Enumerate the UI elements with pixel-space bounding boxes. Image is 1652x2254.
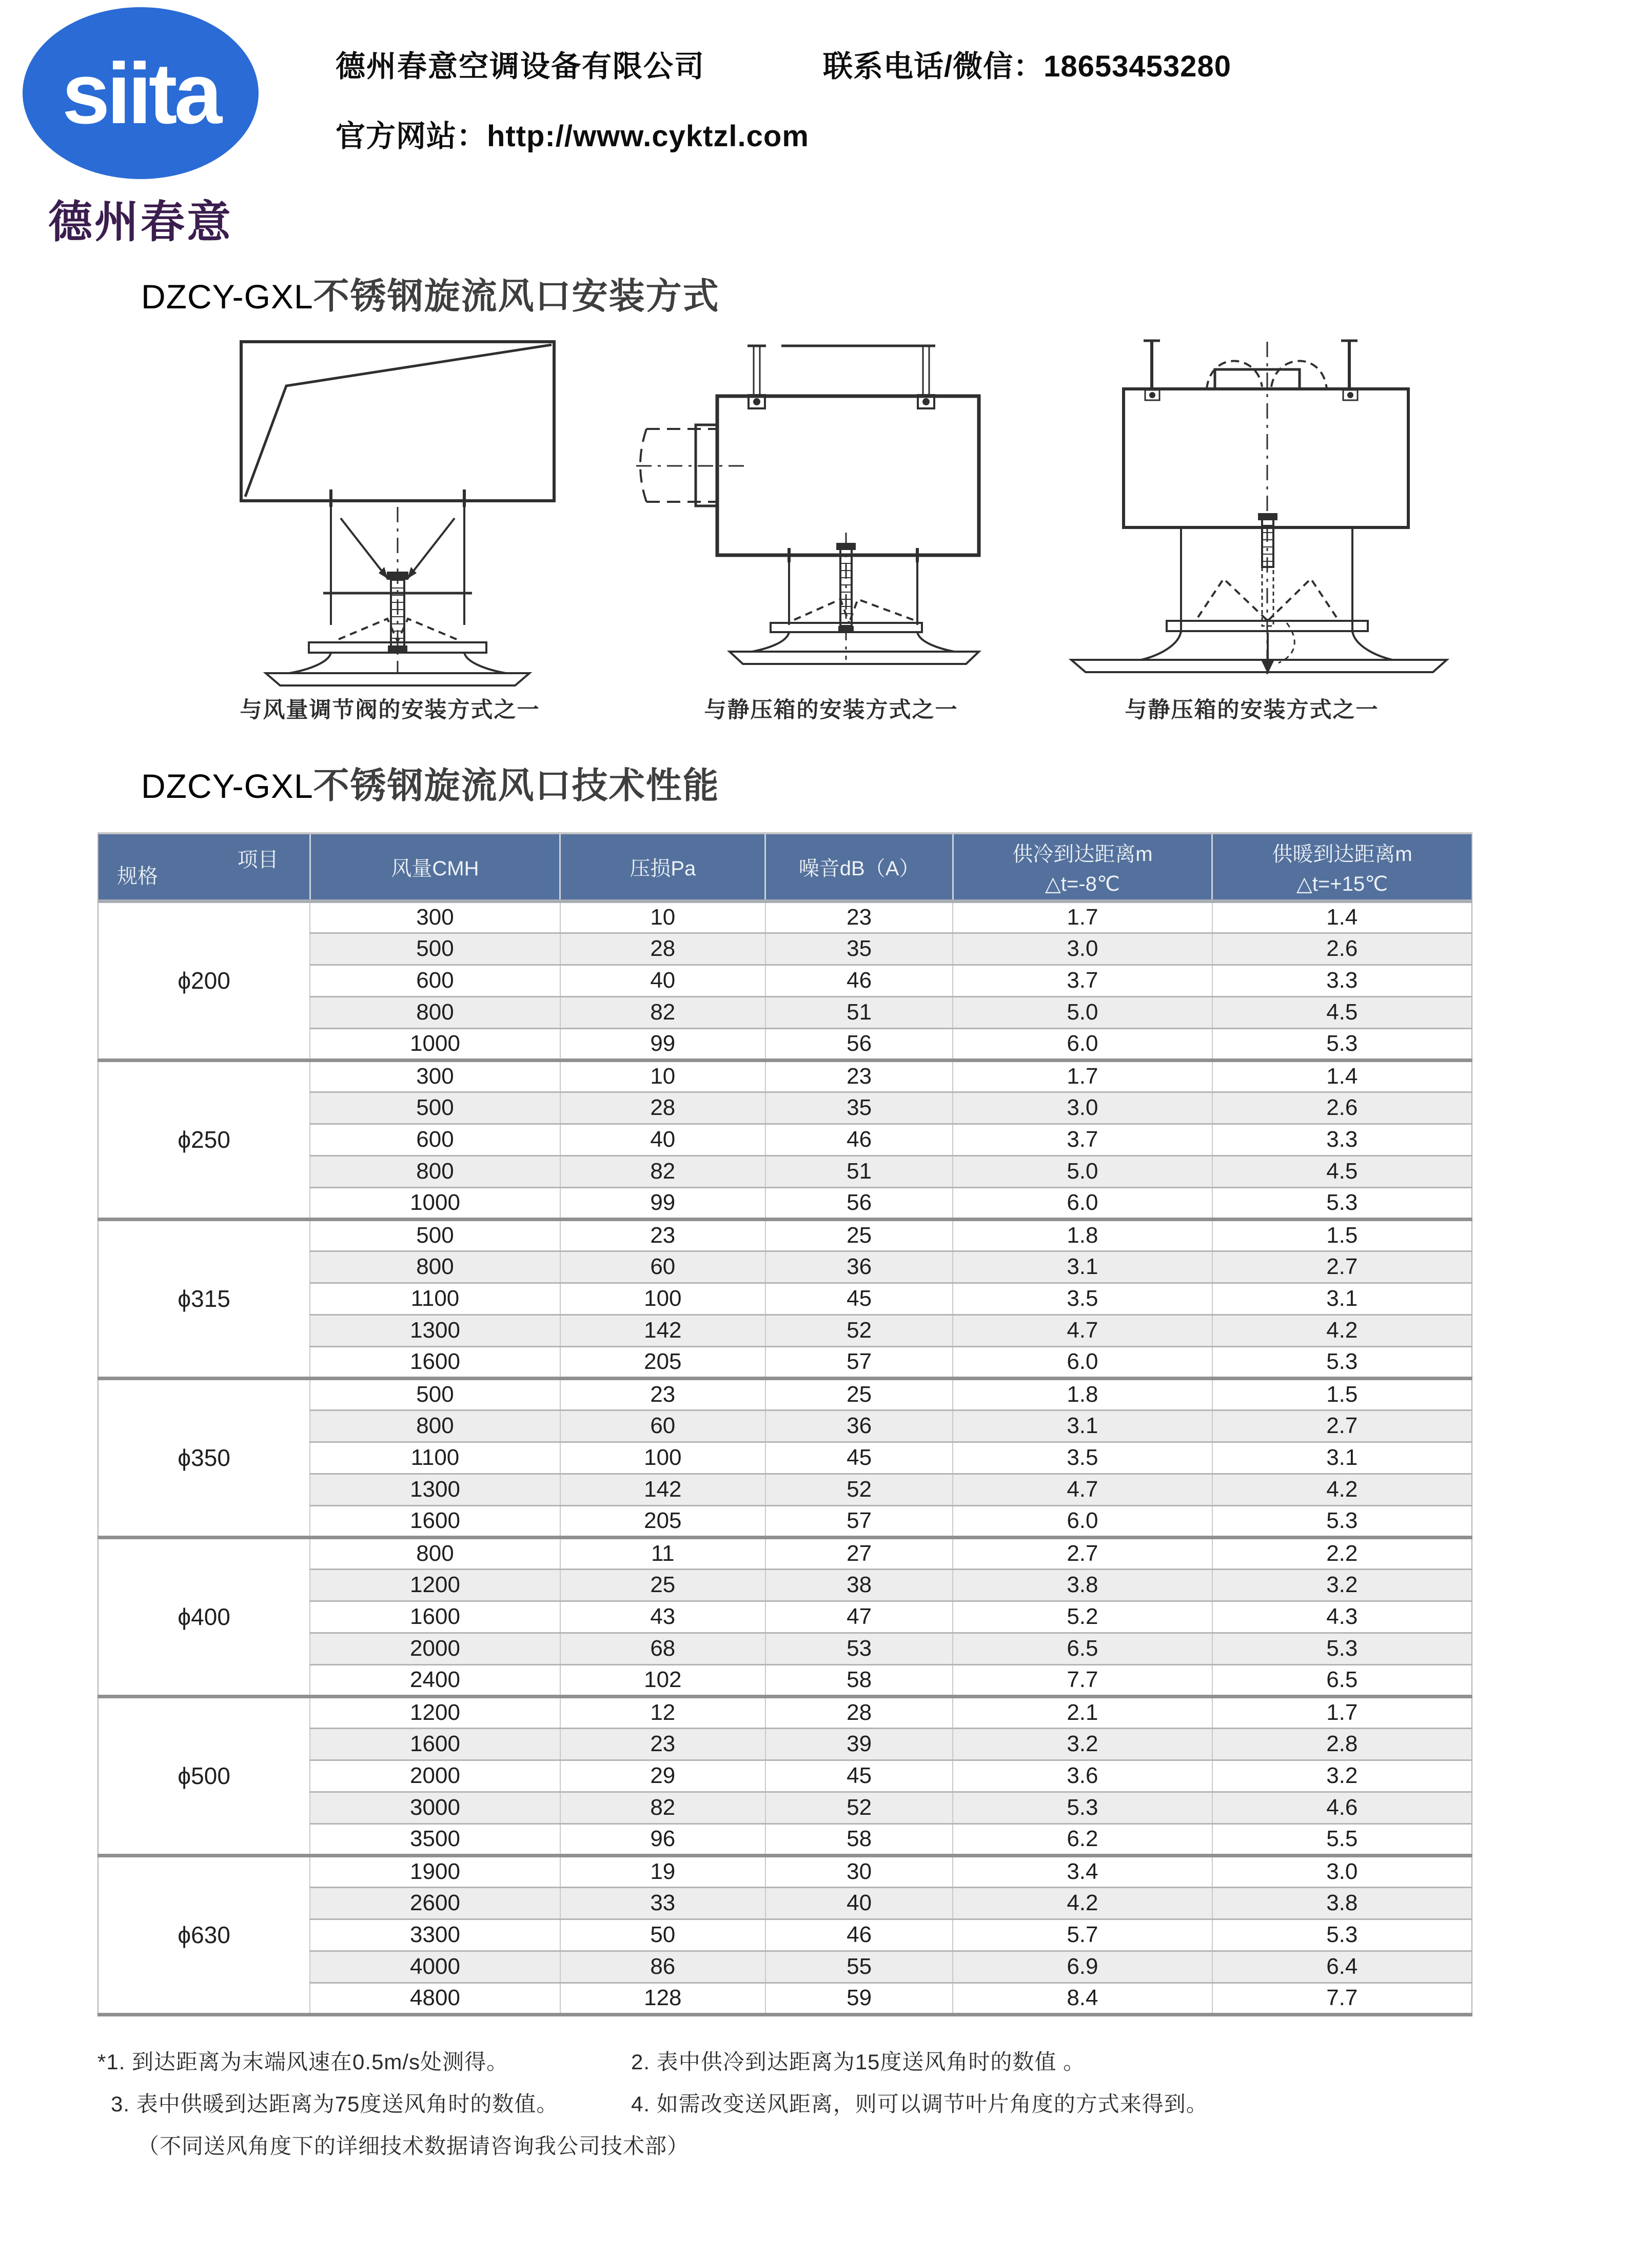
value-cell: 6.0 (953, 1187, 1212, 1219)
value-cell: 5.3 (1212, 1028, 1472, 1060)
value-cell: 19 (560, 1855, 765, 1887)
value-cell: 59 (765, 1983, 953, 2014)
value-cell: 23 (560, 1219, 765, 1251)
diagram-plenum-side-install (636, 338, 1026, 724)
installation-diagrams (169, 338, 1652, 724)
value-cell: 5.3 (1212, 1187, 1472, 1219)
value-cell: 6.0 (953, 1028, 1212, 1060)
value-cell: 5.0 (953, 996, 1212, 1028)
value-cell: 11 (560, 1537, 765, 1569)
column-header-noise: 噪音dB（A） (765, 833, 953, 901)
value-cell: 46 (765, 965, 953, 996)
value-cell: 6.9 (953, 1951, 1212, 1983)
title-main: 不锈钢旋流风口安装方式 (313, 276, 720, 316)
value-cell: 27 (765, 1537, 953, 1569)
value-cell: 2.6 (1212, 1092, 1472, 1124)
footnote-3: 3. 表中供暖到达距离为75度送风角时的数值。 (111, 2091, 559, 2116)
value-cell: 1200 (310, 1696, 560, 1728)
value-cell: 5.3 (1212, 1505, 1472, 1537)
value-cell: 6.5 (1212, 1664, 1472, 1696)
footnote-5: （不同送风角度下的详细技术数据请咨询我公司技术部） (137, 2133, 690, 2158)
value-cell: 45 (765, 1442, 953, 1474)
value-cell: 50 (560, 1919, 765, 1951)
spec-cell: ϕ250 (98, 1060, 310, 1219)
value-cell: 4.3 (1212, 1601, 1472, 1633)
value-cell: 60 (560, 1251, 765, 1283)
value-cell: 99 (560, 1187, 765, 1219)
value-cell: 1.8 (953, 1219, 1212, 1251)
value-cell: 45 (765, 1283, 953, 1315)
value-cell: 4.6 (1212, 1792, 1472, 1824)
value-cell: 2.1 (953, 1696, 1212, 1728)
value-cell: 56 (765, 1187, 953, 1219)
value-cell: 96 (560, 1824, 765, 1855)
column-header-cooling-throw: 供冷到达距离m △t=-8℃ (953, 833, 1212, 901)
spec-cell: ϕ400 (98, 1537, 310, 1696)
value-cell: 4800 (310, 1983, 560, 2014)
value-cell: 43 (560, 1601, 765, 1633)
value-cell: 1600 (310, 1601, 560, 1633)
value-cell: 46 (765, 1124, 953, 1155)
value-cell: 7.7 (953, 1664, 1212, 1696)
value-cell: 51 (765, 996, 953, 1028)
table-row (98, 1537, 1472, 1569)
header-info (269, 7, 1231, 250)
value-cell: 35 (765, 933, 953, 965)
value-cell: 52 (765, 1474, 953, 1505)
damper-install-drawing-icon (169, 338, 611, 687)
value-cell: 5.0 (953, 1155, 1212, 1187)
value-cell: 46 (765, 1919, 953, 1951)
value-cell: 40 (765, 1887, 953, 1919)
footnote-row (97, 2087, 1652, 2118)
value-cell: 3.2 (1212, 1760, 1472, 1792)
table-row (98, 1060, 1472, 1092)
plenum-side-drawing-icon (636, 338, 1026, 687)
value-cell: 82 (560, 996, 765, 1028)
value-cell: 100 (560, 1442, 765, 1474)
value-cell: 33 (560, 1887, 765, 1919)
table-row (98, 1219, 1472, 1251)
value-cell: 55 (765, 1951, 953, 1983)
value-cell: 2400 (310, 1664, 560, 1696)
value-cell: 4.5 (1212, 1155, 1472, 1187)
value-cell: 4.2 (1212, 1474, 1472, 1505)
value-cell: 28 (560, 933, 765, 965)
value-cell: 82 (560, 1155, 765, 1187)
column-header-heating-throw: 供暖到达距离m △t=+15℃ (1212, 833, 1472, 901)
value-cell: 1200 (310, 1569, 560, 1601)
value-cell: 60 (560, 1410, 765, 1442)
value-cell: 142 (560, 1315, 765, 1346)
value-cell: 40 (560, 965, 765, 996)
value-cell: 3.0 (1212, 1855, 1472, 1887)
value-cell: 3.1 (953, 1410, 1212, 1442)
performance-table (97, 832, 1472, 2016)
company-name: 德州春意空调设备有限公司 (336, 50, 705, 83)
value-cell: 2000 (310, 1760, 560, 1792)
value-cell: 3.1 (953, 1251, 1212, 1283)
value-cell: 1000 (310, 1028, 560, 1060)
website-link[interactable]: 官方网站：http://www.cyktzl.com (336, 120, 809, 153)
value-cell: 1.7 (1212, 1696, 1472, 1728)
value-cell: 500 (310, 1219, 560, 1251)
spec-cell: ϕ630 (98, 1855, 310, 2014)
value-cell: 1900 (310, 1855, 560, 1887)
value-cell: 100 (560, 1283, 765, 1315)
value-cell: 28 (765, 1696, 953, 1728)
value-cell: 205 (560, 1505, 765, 1537)
value-cell: 7.7 (1212, 1983, 1472, 2014)
value-cell: 3.7 (953, 1124, 1212, 1155)
footnotes (97, 2045, 1652, 2160)
value-cell: 800 (310, 1410, 560, 1442)
value-cell: 6.0 (953, 1505, 1212, 1537)
value-cell: 2600 (310, 1887, 560, 1919)
column-header-pressure: 压损Pa (560, 833, 765, 901)
value-cell: 1100 (310, 1283, 560, 1315)
footnote-row (97, 2045, 1652, 2076)
value-cell: 57 (765, 1346, 953, 1378)
title-model-prefix: DZCY-GXL (141, 767, 313, 805)
spec-cell: ϕ200 (98, 901, 310, 1060)
value-cell: 4000 (310, 1951, 560, 1983)
value-cell: 2.6 (1212, 933, 1472, 965)
value-cell: 1.8 (953, 1378, 1212, 1410)
value-cell: 5.3 (1212, 1919, 1472, 1951)
value-cell: 2.2 (1212, 1537, 1472, 1569)
value-cell: 36 (765, 1410, 953, 1442)
value-cell: 1.5 (1212, 1378, 1472, 1410)
value-cell: 30 (765, 1855, 953, 1887)
value-cell: 1.5 (1212, 1219, 1472, 1251)
value-cell: 2.8 (1212, 1728, 1472, 1760)
value-cell: 3.6 (953, 1760, 1212, 1792)
value-cell: 99 (560, 1028, 765, 1060)
value-cell: 4.2 (953, 1887, 1212, 1919)
value-cell: 40 (560, 1124, 765, 1155)
value-cell: 51 (765, 1155, 953, 1187)
value-cell: 4.5 (1212, 996, 1472, 1028)
value-cell: 3500 (310, 1824, 560, 1855)
logo-circle-icon (23, 7, 259, 179)
value-cell: 1600 (310, 1346, 560, 1378)
value-cell: 1.4 (1212, 1060, 1472, 1092)
diagram-caption: 与风量调节阀的安装方式之一 (240, 698, 540, 722)
value-cell: 800 (310, 1251, 560, 1283)
value-cell: 23 (560, 1728, 765, 1760)
value-cell: 6.5 (953, 1633, 1212, 1664)
value-cell: 4.7 (953, 1315, 1212, 1346)
value-cell: 3.4 (953, 1855, 1212, 1887)
value-cell: 3.0 (953, 1092, 1212, 1124)
value-cell: 500 (310, 1092, 560, 1124)
value-cell: 3.1 (1212, 1442, 1472, 1474)
value-cell: 23 (765, 1060, 953, 1092)
value-cell: 86 (560, 1951, 765, 1983)
contact-phone: 联系电话/微信：18653453280 (823, 50, 1231, 83)
footnote-1: *1. 到达距离为末端风速在0.5m/s处测得。 (97, 2049, 509, 2074)
value-cell: 29 (560, 1760, 765, 1792)
value-cell: 102 (560, 1664, 765, 1696)
value-cell: 36 (765, 1251, 953, 1283)
value-cell: 1.7 (953, 1060, 1212, 1092)
value-cell: 2000 (310, 1633, 560, 1664)
value-cell: 10 (560, 1060, 765, 1092)
value-cell: 6.0 (953, 1346, 1212, 1378)
company-logo (12, 7, 269, 250)
value-cell: 12 (560, 1696, 765, 1728)
value-cell: 57 (765, 1505, 953, 1537)
value-cell: 38 (765, 1569, 953, 1601)
title-main: 不锈钢旋流风口技术性能 (313, 766, 720, 806)
value-cell: 142 (560, 1474, 765, 1505)
value-cell: 128 (560, 1983, 765, 2014)
value-cell: 1300 (310, 1315, 560, 1346)
title-model-prefix: DZCY-GXL (141, 278, 313, 316)
value-cell: 10 (560, 901, 765, 933)
diagram-damper-install (169, 338, 611, 724)
value-cell: 1.7 (953, 901, 1212, 933)
column-header-airflow: 风量CMH (310, 833, 560, 901)
value-cell: 3.0 (953, 933, 1212, 965)
spec-cell: ϕ315 (98, 1219, 310, 1378)
table-row (98, 1378, 1472, 1410)
table-header (98, 833, 1472, 901)
value-cell: 800 (310, 996, 560, 1028)
performance-section-title (141, 757, 1652, 809)
value-cell: 500 (310, 1378, 560, 1410)
value-cell: 5.3 (1212, 1633, 1472, 1664)
value-cell: 1600 (310, 1728, 560, 1760)
spec-cell: ϕ350 (98, 1378, 310, 1537)
value-cell: 58 (765, 1824, 953, 1855)
value-cell: 53 (765, 1633, 953, 1664)
value-cell: 23 (560, 1378, 765, 1410)
value-cell: 4.2 (1212, 1315, 1472, 1346)
diagram-caption: 与静压箱的安装方式之一 (704, 698, 958, 722)
footnote-2: 2. 表中供冷到达距离为15度送风角时的数值 。 (631, 2049, 1086, 2074)
value-cell: 1000 (310, 1187, 560, 1219)
value-cell: 205 (560, 1346, 765, 1378)
value-cell: 5.3 (953, 1792, 1212, 1824)
value-cell: 3.3 (1212, 1124, 1472, 1155)
table-row (98, 1855, 1472, 1887)
value-cell: 52 (765, 1792, 953, 1824)
value-cell: 300 (310, 901, 560, 933)
value-cell: 600 (310, 965, 560, 996)
value-cell: 82 (560, 1792, 765, 1824)
diagram-plenum-top-install (1041, 338, 1462, 724)
value-cell: 3.2 (1212, 1569, 1472, 1601)
value-cell: 47 (765, 1601, 953, 1633)
value-cell: 52 (765, 1315, 953, 1346)
value-cell: 1100 (310, 1442, 560, 1474)
value-cell: 3.8 (953, 1569, 1212, 1601)
value-cell: 600 (310, 1124, 560, 1155)
value-cell: 28 (560, 1092, 765, 1124)
value-cell: 3.2 (953, 1728, 1212, 1760)
perf-table-body (98, 901, 1472, 2014)
value-cell: 3300 (310, 1919, 560, 1951)
value-cell: 3.3 (1212, 965, 1472, 996)
value-cell: 3.1 (1212, 1283, 1472, 1315)
corner-header-cell (98, 833, 310, 901)
diagram-caption: 与静压箱的安装方式之一 (1125, 698, 1379, 722)
value-cell: 1300 (310, 1474, 560, 1505)
value-cell: 5.7 (953, 1919, 1212, 1951)
logo-subtext: 德州春意 (48, 198, 233, 247)
value-cell: 1600 (310, 1505, 560, 1537)
plenum-top-drawing-icon (1041, 338, 1462, 687)
value-cell: 1.4 (1212, 901, 1472, 933)
value-cell: 25 (765, 1219, 953, 1251)
value-cell: 35 (765, 1092, 953, 1124)
value-cell: 3000 (310, 1792, 560, 1824)
value-cell: 56 (765, 1028, 953, 1060)
footnote-row (97, 2129, 1652, 2160)
value-cell: 300 (310, 1060, 560, 1092)
value-cell: 3.8 (1212, 1887, 1472, 1919)
value-cell: 2.7 (953, 1537, 1212, 1569)
value-cell: 68 (560, 1633, 765, 1664)
value-cell: 800 (310, 1537, 560, 1569)
value-cell: 39 (765, 1728, 953, 1760)
install-section-title (141, 267, 1652, 319)
value-cell: 2.7 (1212, 1410, 1472, 1442)
value-cell: 5.5 (1212, 1824, 1472, 1855)
corner-label-item: 项目 (237, 849, 279, 871)
corner-label-spec: 规格 (117, 865, 158, 888)
table-row (98, 1696, 1472, 1728)
value-cell: 4.7 (953, 1474, 1212, 1505)
page-header (0, 0, 1652, 250)
footnote-4: 4. 如需改变送风距离，则可以调节叶片角度的方式来得到。 (631, 2091, 1208, 2116)
value-cell: 5.3 (1212, 1346, 1472, 1378)
value-cell: 8.4 (953, 1983, 1212, 2014)
spec-cell: ϕ500 (98, 1696, 310, 1855)
value-cell: 6.4 (1212, 1951, 1472, 1983)
value-cell: 6.2 (953, 1824, 1212, 1855)
value-cell: 2.7 (1212, 1251, 1472, 1283)
value-cell: 500 (310, 933, 560, 965)
value-cell: 5.2 (953, 1601, 1212, 1633)
table-row (98, 901, 1472, 933)
value-cell: 25 (765, 1378, 953, 1410)
value-cell: 45 (765, 1760, 953, 1792)
value-cell: 25 (560, 1569, 765, 1601)
value-cell: 3.5 (953, 1283, 1212, 1315)
value-cell: 23 (765, 901, 953, 933)
logo-text: siita (62, 45, 220, 142)
value-cell: 800 (310, 1155, 560, 1187)
value-cell: 58 (765, 1664, 953, 1696)
value-cell: 3.7 (953, 965, 1212, 996)
value-cell: 3.5 (953, 1442, 1212, 1474)
